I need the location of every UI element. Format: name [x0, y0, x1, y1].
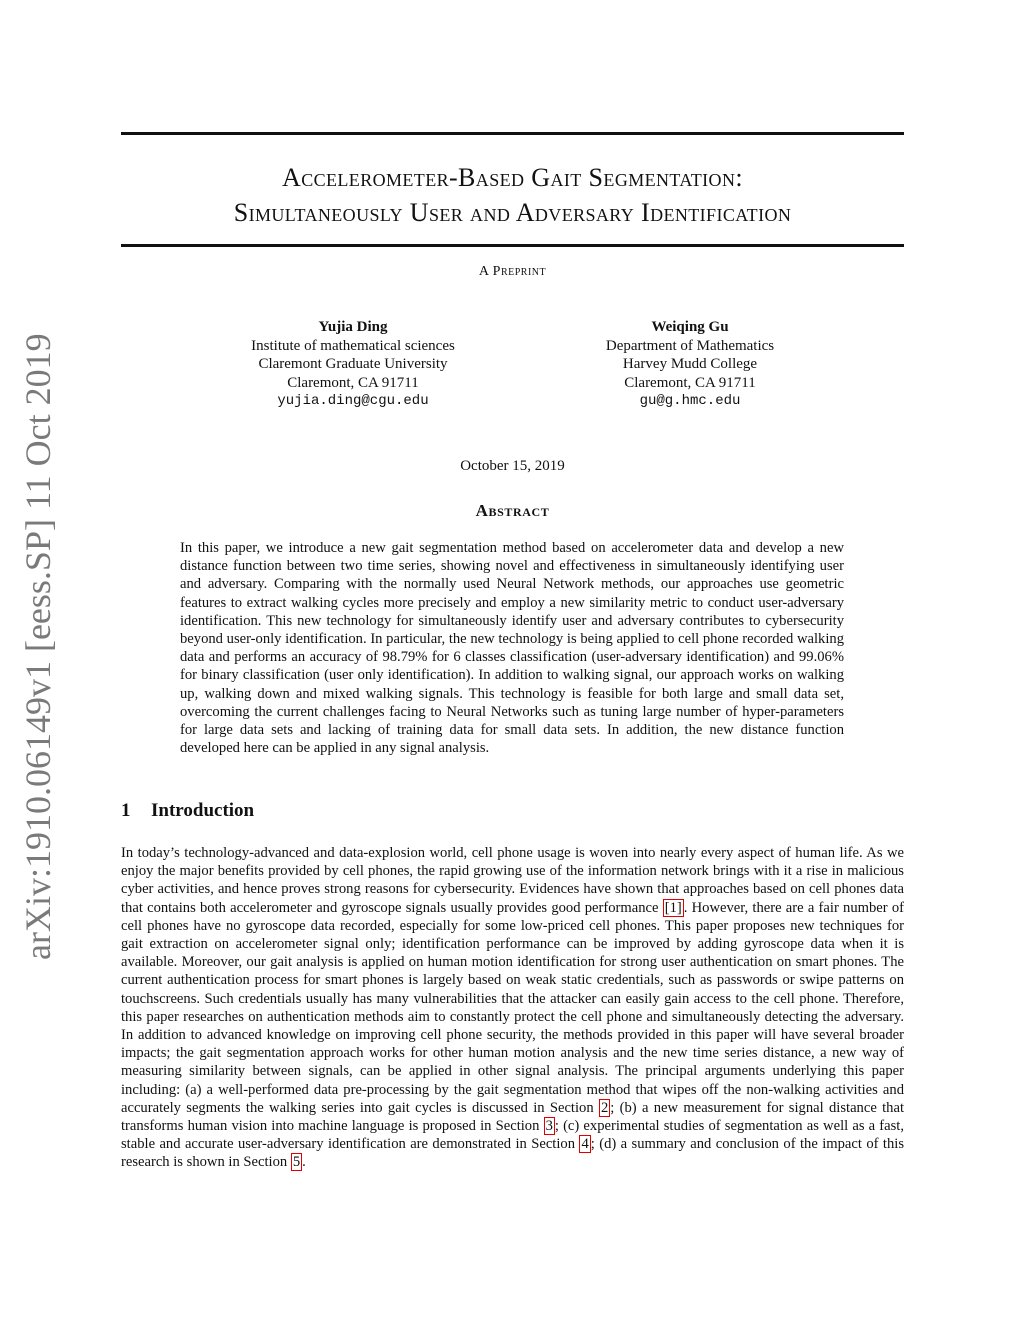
section-link[interactable]: 3	[545, 1118, 553, 1135]
preprint-label: A Preprint	[478, 264, 547, 279]
author-location: Claremont, CA 91711	[287, 374, 419, 391]
author-affiliation: Institute of mathematical sciences	[251, 337, 455, 354]
citation-link[interactable]: [1]	[664, 899, 682, 916]
title-top-rule	[121, 132, 904, 135]
author-affiliation: Department of Mathematics	[605, 337, 775, 354]
intro-text-part: .	[302, 1154, 306, 1171]
introduction-paragraph	[121, 844, 904, 1172]
author-name: Yujia Ding	[318, 319, 388, 335]
author-block-2	[530, 318, 850, 411]
section-link[interactable]: 2	[600, 1099, 609, 1116]
author-institution: Claremont Graduate University	[258, 356, 448, 372]
author-email[interactable]: yujia.ding@cgu.edu	[277, 393, 429, 409]
paper-title-line-2: Simultaneously User and Adversary Identification	[233, 198, 792, 227]
intro-text-part: . However, there are a fair number of cell phones have no gyroscope data recorded, especially for some low-priced cell phones. This paper proposes new techniques for gait extraction on accelerometer signal only; identification performance can be improved by adding gyroscope data when it is available. Moreover, our gait analysis is applied on human motion identification for strong user authentication on smart phones. The current authentication process for smart phones is largely based on weak static credentials, such as passwords or swipe patterns on touchscreens. Such credentials usually has many vulnerabilities that the attacker can easily gain access to the cell phone. Therefore, this paper researches on authentication methods aim to constantly protect the cell phone and simultaneously detecting the adversary. In addition to advanced knowledge on improving cell phone security, the methods provided in this paper will have several broader impacts; the gait segmentation approach works for other human motion analysis and the new time series distance, a new way of measuring similarity between signals, can be applied in other signal analysis. The principal arguments underlying this paper including: (a) a well-performed data pre-processing by the gait segmentation method that wipes off the non-walking activities and accurately segments the walking series into gait cycles is discussed in Section	[121, 899, 904, 1116]
author-name: Weiqing Gu	[651, 319, 729, 335]
arxiv-identifier: arXiv:1910.06149v1 [eess.SP] 11 Oct 2019	[18, 333, 58, 960]
section-title: Introduction	[151, 800, 255, 821]
publication-date: October 15, 2019	[460, 458, 565, 474]
abstract-text: In this paper, we introduce a new gait segmentation method based on accelerometer data and develop a new distance function between two time series, showing novel and effectiveness in simultaneously identifying user and adversary. Comparing with the normally used Neural Network methods, our approaches use geometric features to extract walking cycles more precisely and employ a new similarity metric to conduct user-adversary identification. This new technology for simultaneously identify user and adversary contributes to cybersecurity beyond user-only identification. In particular, the new technology is being applied to cell phone recorded walking data and performs an accuracy of 98.79% for 6 classes classification (user-adversary identification) and 99.06% for binary classification (user only identification). In addition to walking signal, our approach works on walking up, walking down and mixed walking signals. This technology is feasible for both large and small data set, overcoming the current challenges facing to Neural Networks such as tuning large number of hyper-parameters for large data sets and lacking of training data for small data sets. In addition, the new distance function developed here can be applied in any signal analysis.	[180, 540, 844, 757]
author-location: Claremont, CA 91711	[624, 374, 756, 391]
section-number: 1	[121, 800, 131, 821]
intro-text-part: ; (b) a new measurement for signal distance that transforms human vision into machine language is proposed in Section	[121, 1099, 904, 1135]
author-institution: Harvey Mudd College	[622, 356, 758, 372]
intro-text-part: ; (d) a summary and conclusion of the impact of this research is shown in Section	[121, 1136, 905, 1171]
section-heading	[121, 800, 254, 822]
intro-text-part: In today’s technology-advanced and data-explosion world, cell phone usage is woven into nearly every aspect of human life. As we enjoy the major benefits provided by cell phones, the rapid growing use of the information network brings with it a rise in malicious cyber activities, and hence proves strong reasons for cybersecurity. Evidences have shown that approaches based on cell phones data that contains both accelerometer and gyroscope signals usually provides good performance	[121, 845, 904, 916]
author-email[interactable]: gu@g.hmc.edu	[639, 393, 741, 409]
section-link[interactable]: 4	[581, 1136, 589, 1153]
abstract-heading: Abstract	[475, 501, 550, 520]
intro-text-part: ; (c) experimental studies of segmentation as well as a fast, stable and accurate user-adversary identification are demonstrated in Section	[121, 1118, 905, 1153]
title-bottom-rule	[121, 244, 904, 247]
section-link[interactable]: 5	[292, 1154, 301, 1171]
paper-title-line-1: Accelerometer-Based Gait Segmentation:	[282, 163, 743, 192]
author-block-1	[193, 318, 513, 411]
